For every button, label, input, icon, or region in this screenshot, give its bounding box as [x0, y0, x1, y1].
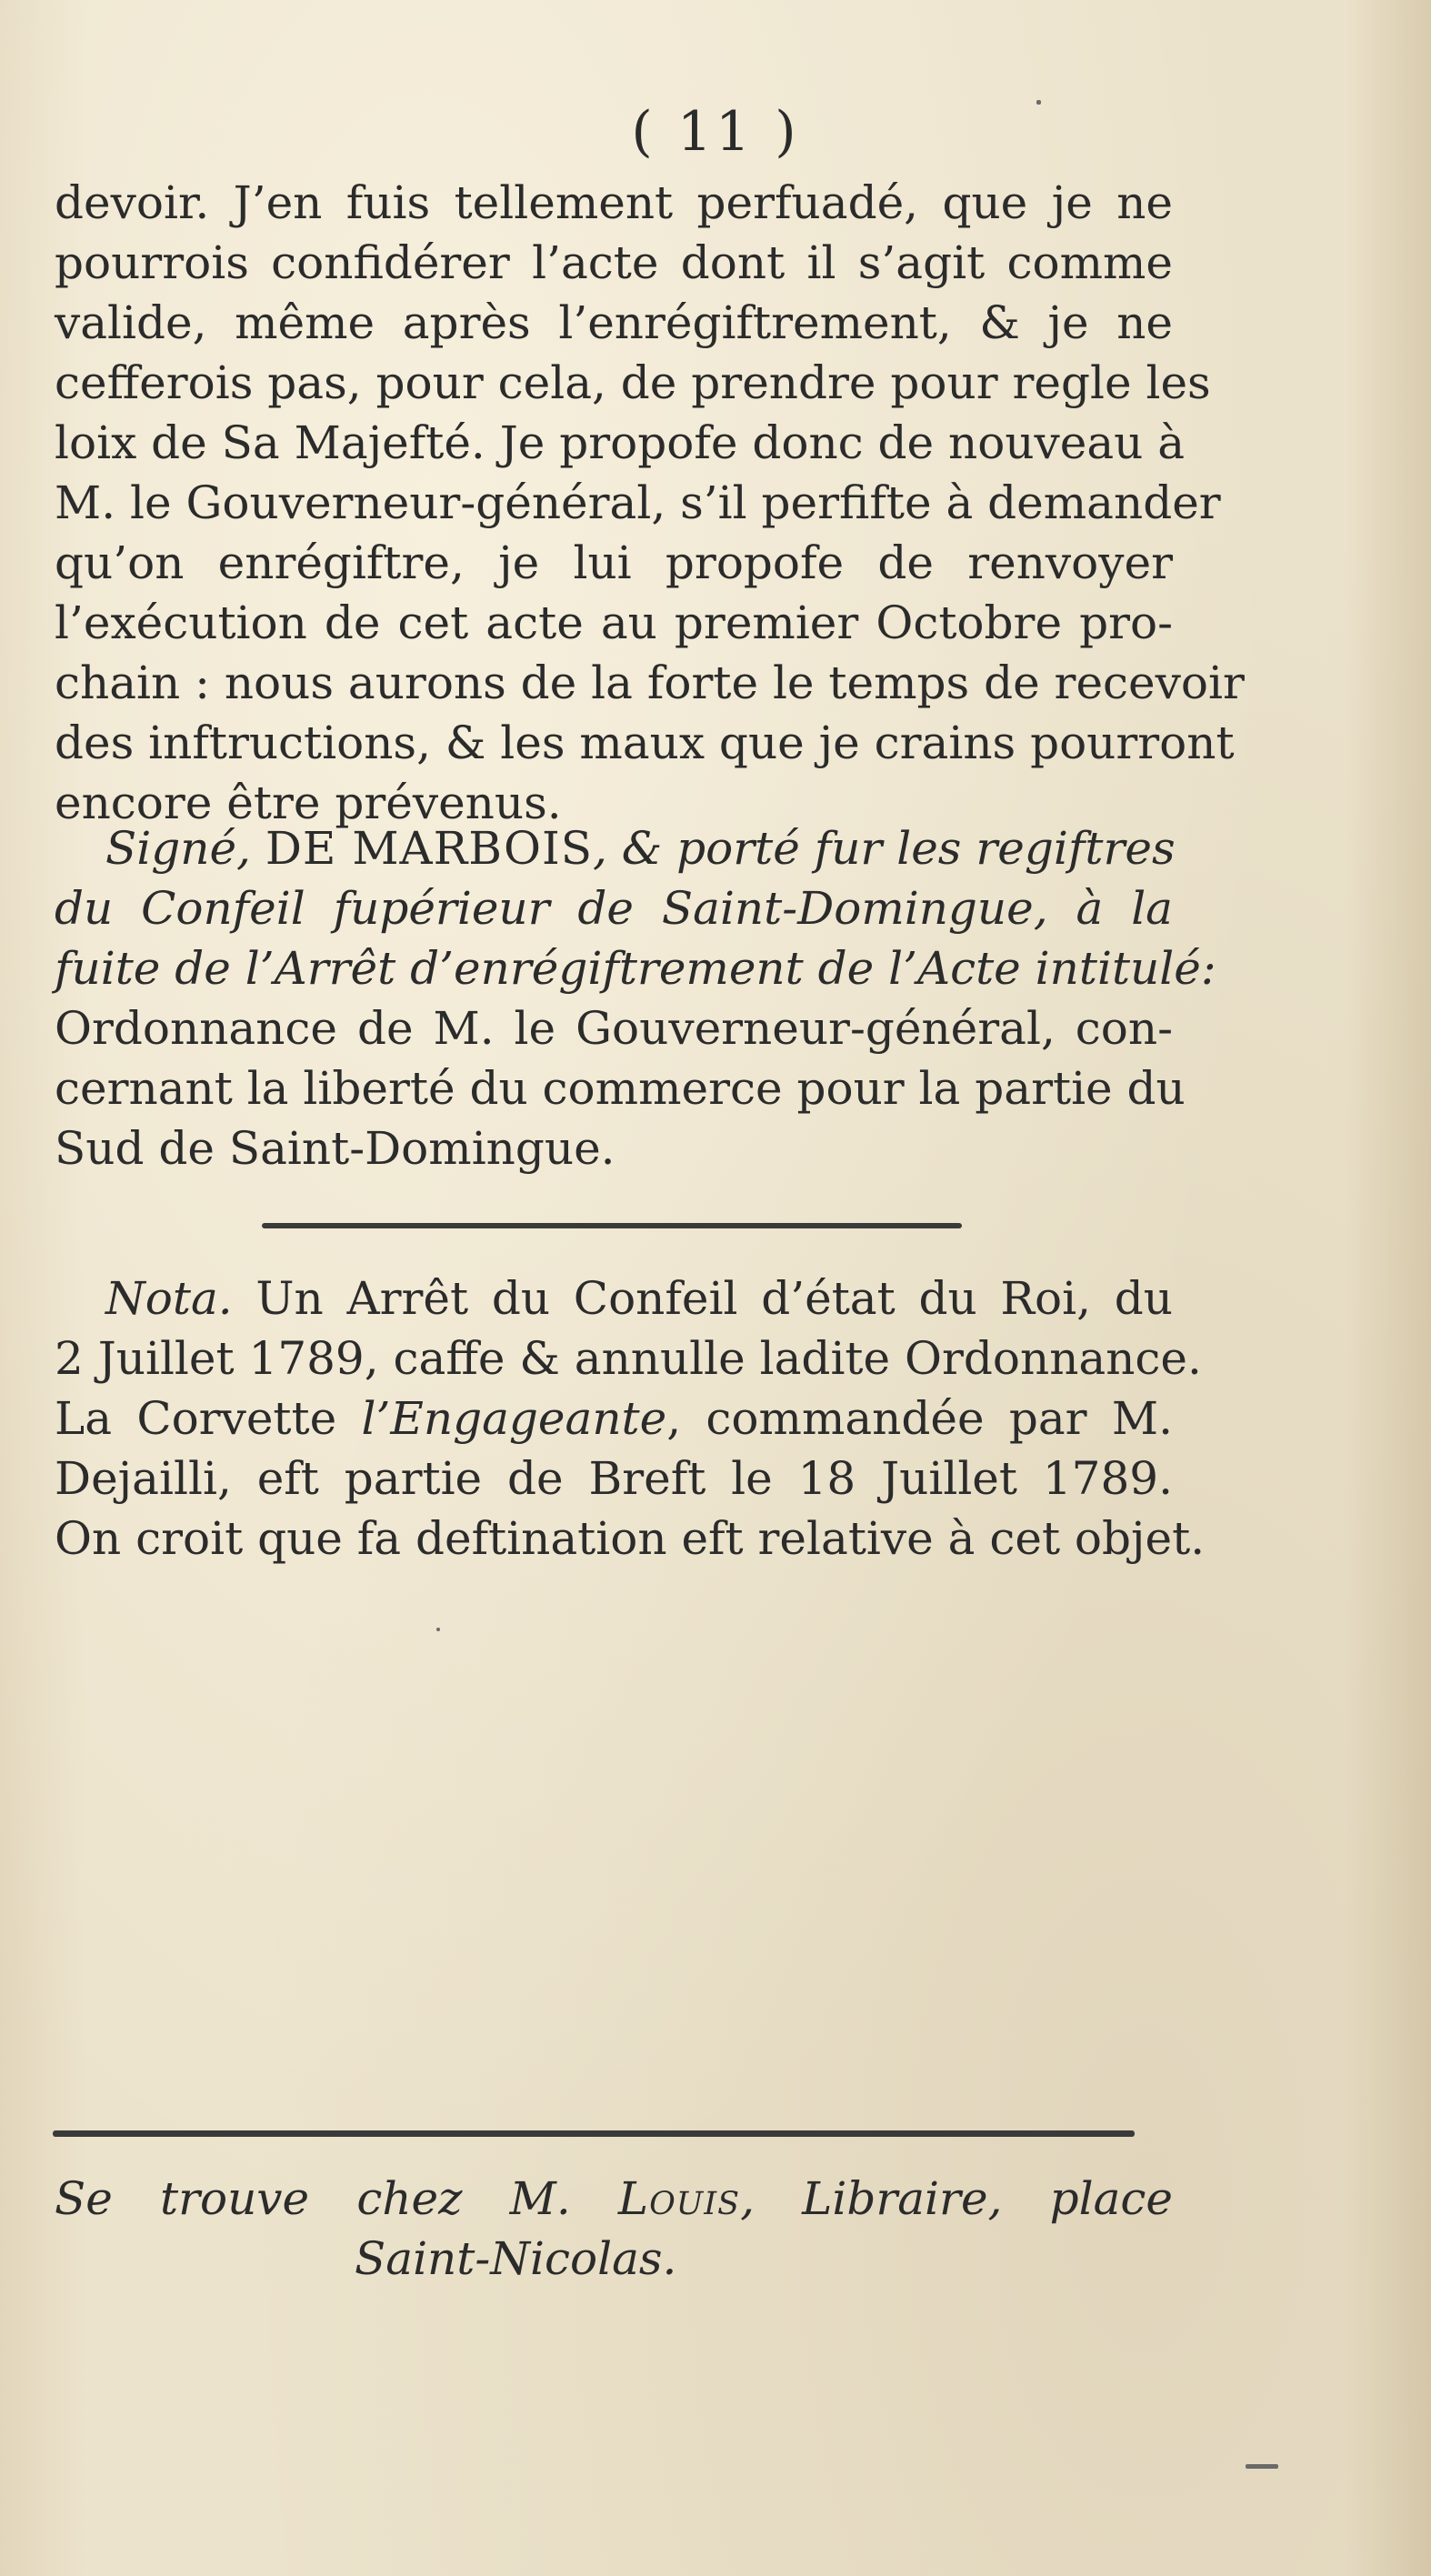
signatory-name: DE MARBOIS	[265, 822, 593, 875]
text-line: La Corvette l’Engageante, commandée par M.	[55, 1392, 1173, 1445]
text-line: M. le Gouverneur-général, s’il perfifte à demander	[55, 476, 1221, 529]
nota-line	[55, 1268, 1173, 1328]
text-line: des inftructions, & les maux que je crains pourront	[55, 717, 1235, 769]
text-line: cernant la liberté du commerce pour la partie du	[55, 1062, 1186, 1115]
ship-name: l’Engageante	[361, 1392, 667, 1445]
imprint-address: Saint-Nicolas.	[355, 2232, 677, 2285]
imprint	[55, 2169, 1173, 2289]
text-line: valide, même après l’enrégiftrement, & je ne	[55, 296, 1173, 349]
imprint-divider	[53, 2130, 1135, 2137]
nota-rest: Un Arrêt du Confeil d’état du Roi, du	[232, 1272, 1173, 1325]
text-line: fuite de l’Arrêt d’enrégiftrement de l’Acte intitulé:	[55, 942, 1216, 995]
page-number: ( 11 )	[631, 100, 800, 164]
bookseller-name: Louis	[617, 2172, 741, 2225]
text-line: l’exécution de cet acte au premier Octobre pro-	[55, 596, 1173, 649]
signature-line	[55, 818, 1176, 878]
text-line: qu’on enrégiftre, je lui propofe de renvoyer	[55, 536, 1173, 589]
text-line: 2 Juillet 1789, caffe & annulle ladite Ordonnance.	[55, 1332, 1202, 1385]
text-line: chain : nous aurons de la forte le temps de recevoir	[55, 657, 1245, 709]
text-line: Ordonnance de M. le Gouverneur-général, con-	[55, 1002, 1173, 1055]
text-line: pourrois confidérer l’acte dont il s’agit comme	[55, 236, 1173, 289]
text-line: du Confeil fupérieur de Saint-Domingue, à la	[55, 882, 1173, 935]
nota-label: Nota.	[105, 1272, 233, 1325]
text-line: encore être prévenus.	[55, 777, 562, 829]
section-divider	[262, 1223, 962, 1228]
signature-rest: , & porté fur les regiftres	[592, 822, 1176, 875]
text-line: On croit que fa deftination eft relative à cet objet.	[55, 1512, 1206, 1565]
ink-speck	[436, 1628, 440, 1631]
text-line: loix de Sa Majefté. Je propofe donc de nouveau à	[55, 416, 1186, 469]
ink-speck	[1036, 100, 1041, 105]
nota-paragraph	[55, 1268, 1206, 1569]
text-line: cefferois pas, pour cela, de prendre pour regle les	[55, 356, 1211, 409]
text-line: Dejailli, eft partie de Breft le 18 Juillet 1789.	[55, 1452, 1173, 1505]
imprint-line: Se trouve chez M. Louis, Libraire, place	[55, 2172, 1173, 2225]
text-line: devoir. J’en fuis tellement perfuadé, que je ne	[55, 176, 1173, 229]
signature-paragraph	[55, 818, 1216, 1178]
text-line: Sud de Saint-Domingue.	[55, 1122, 615, 1175]
ink-speck	[1246, 2464, 1278, 2469]
signe-label: Signé,	[105, 822, 251, 875]
paragraph-main	[55, 173, 1245, 833]
